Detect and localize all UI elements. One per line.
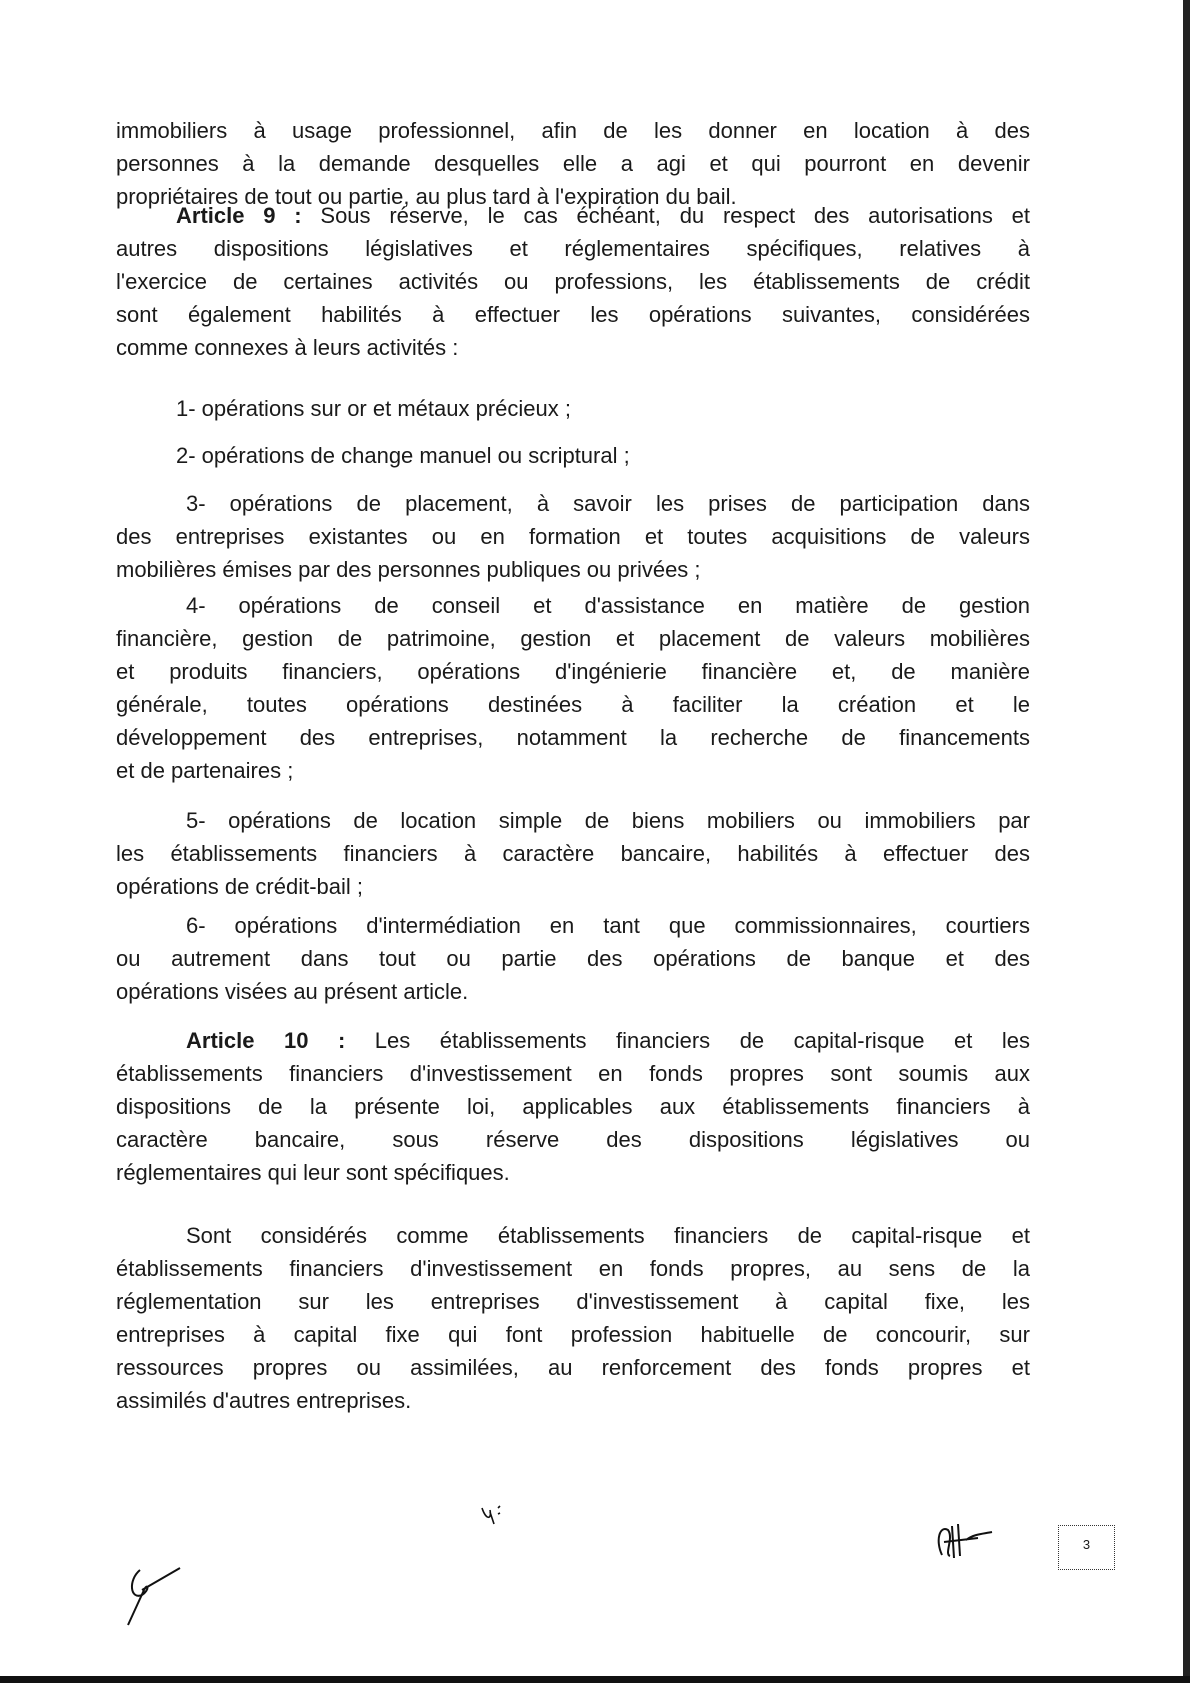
text-line: [116, 1057, 1030, 1090]
paragraph: [116, 1024, 1030, 1189]
text-line: [116, 870, 1030, 903]
text-line: [116, 1024, 1030, 1057]
initials-signature-right: [930, 1520, 1000, 1565]
page-number: 3: [1082, 1537, 1091, 1552]
text-line: [116, 942, 1030, 975]
line-text: propriétaires de tout ou partie, au plus tard à l'expiration du bail.: [116, 184, 737, 209]
line-text: développement des entreprises, notamment la recherche de financements: [116, 725, 1030, 750]
line-text: opérations de crédit-bail ;: [116, 874, 364, 899]
line-text: l'exercice de certaines activités ou professions, les établissements de crédit: [116, 269, 1030, 294]
initials-signature-left: [120, 1560, 190, 1630]
line-text: Les établissements financiers de capital-risque et les: [345, 1028, 1030, 1053]
text-line: [116, 147, 1030, 180]
line-text: 3- opérations de placement, à savoir les prises de participation dans: [186, 491, 1030, 516]
article-heading: Article 9 :: [176, 203, 302, 228]
line-text: assimilés d'autres entreprises.: [116, 1388, 412, 1413]
line-text: 2- opérations de change manuel ou scriptural ;: [176, 443, 630, 468]
paragraph: [116, 392, 1030, 425]
text-line: [116, 804, 1030, 837]
line-text: opérations visées au présent article.: [116, 979, 469, 1004]
line-text: et de partenaires ;: [116, 758, 294, 783]
text-line: [116, 439, 1030, 472]
line-text: des entreprises existantes ou en formation et toutes acquisitions de valeurs: [116, 524, 1030, 549]
line-text: 6- opérations d'intermédiation en tant que commissionnaires, courtiers: [186, 913, 1030, 938]
article-heading: Article 10 :: [186, 1028, 346, 1053]
line-text: financière, gestion de patrimoine, gestion et placement de valeurs mobilières: [116, 626, 1030, 651]
text-line: [116, 1123, 1030, 1156]
line-text: établissements financiers d'investissement en fonds propres, au sens de la: [116, 1256, 1030, 1281]
text-line: [116, 688, 1030, 721]
line-text: établissements financiers d'investissement en fonds propres sont soumis aux: [116, 1061, 1030, 1086]
line-text: réglementation sur les entreprises d'investissement à capital fixe, les: [116, 1289, 1030, 1314]
line-text: 5- opérations de location simple de biens mobiliers ou immobiliers par: [186, 808, 1030, 833]
text-line: [116, 837, 1030, 870]
text-line: [116, 331, 1030, 364]
text-line: [116, 1285, 1030, 1318]
line-text: 4- opérations de conseil et d'assistance en matière de gestion: [186, 593, 1030, 618]
text-line: [116, 1219, 1030, 1252]
text-line: [116, 392, 1030, 425]
line-text: sont également habilités à effectuer les opérations suivantes, considérées: [116, 302, 1030, 327]
text-line: [116, 1384, 1030, 1417]
text-line: [116, 487, 1030, 520]
text-line: [116, 1252, 1030, 1285]
text-line: [116, 232, 1030, 265]
text-line: [116, 655, 1030, 688]
text-line: [116, 1090, 1030, 1123]
text-line: [116, 1156, 1030, 1189]
line-text: mobilières émises par des personnes publiques ou privées ;: [116, 557, 701, 582]
line-text: Sont considérés comme établissements financiers de capital-risque et: [186, 1223, 1030, 1248]
text-line: [116, 553, 1030, 586]
paragraph: [116, 1219, 1030, 1417]
text-line: [116, 1351, 1030, 1384]
line-text: entreprises à capital fixe qui font profession habituelle de concourir, sur: [116, 1322, 1030, 1347]
line-text: et produits financiers, opérations d'ingénierie financière et, de manière: [116, 659, 1030, 684]
line-text: ou autrement dans tout ou partie des opérations de banque et des: [116, 946, 1030, 971]
line-text: dispositions de la présente loi, applicables aux établissements financiers à: [116, 1094, 1030, 1119]
text-line: [116, 114, 1030, 147]
paragraph: [116, 909, 1030, 1008]
text-line: [116, 909, 1030, 942]
text-line: [116, 199, 1030, 232]
line-text: personnes à la demande desquelles elle a agi et qui pourront en devenir: [116, 151, 1030, 176]
text-line: [116, 754, 1030, 787]
initials-mark: [478, 1500, 508, 1530]
paragraph: [116, 589, 1030, 787]
paragraph: [116, 199, 1030, 364]
paragraph: [116, 487, 1030, 586]
paragraph: [116, 439, 1030, 472]
line-text: les établissements financiers à caractère bancaire, habilités à effectuer des: [116, 841, 1030, 866]
text-line: [116, 975, 1030, 1008]
line-text: ressources propres ou assimilées, au renforcement des fonds propres et: [116, 1355, 1030, 1380]
page-number-box: [1058, 1525, 1115, 1570]
line-text: 1- opérations sur or et métaux précieux ;: [176, 396, 571, 421]
line-text: immobiliers à usage professionnel, afin de les donner en location à des: [116, 118, 1030, 143]
text-line: [116, 589, 1030, 622]
scan-border: [0, 1676, 1190, 1683]
text-line: [116, 1318, 1030, 1351]
line-text: générale, toutes opérations destinées à faciliter la création et le: [116, 692, 1030, 717]
line-text: Sous réserve, le cas échéant, du respect des autorisations et: [301, 203, 1030, 228]
line-text: autres dispositions législatives et réglementaires spécifiques, relatives à: [116, 236, 1030, 261]
text-line: [116, 622, 1030, 655]
line-text: réglementaires qui leur sont spécifiques.: [116, 1160, 510, 1185]
text-line: [116, 520, 1030, 553]
line-text: comme connexes à leurs activités :: [116, 335, 459, 360]
text-line: [116, 721, 1030, 754]
text-line: [116, 265, 1030, 298]
text-line: [116, 298, 1030, 331]
scan-edge: [1183, 0, 1190, 1683]
paragraph: [116, 804, 1030, 903]
line-text: caractère bancaire, sous réserve des dispositions législatives ou: [116, 1127, 1030, 1152]
